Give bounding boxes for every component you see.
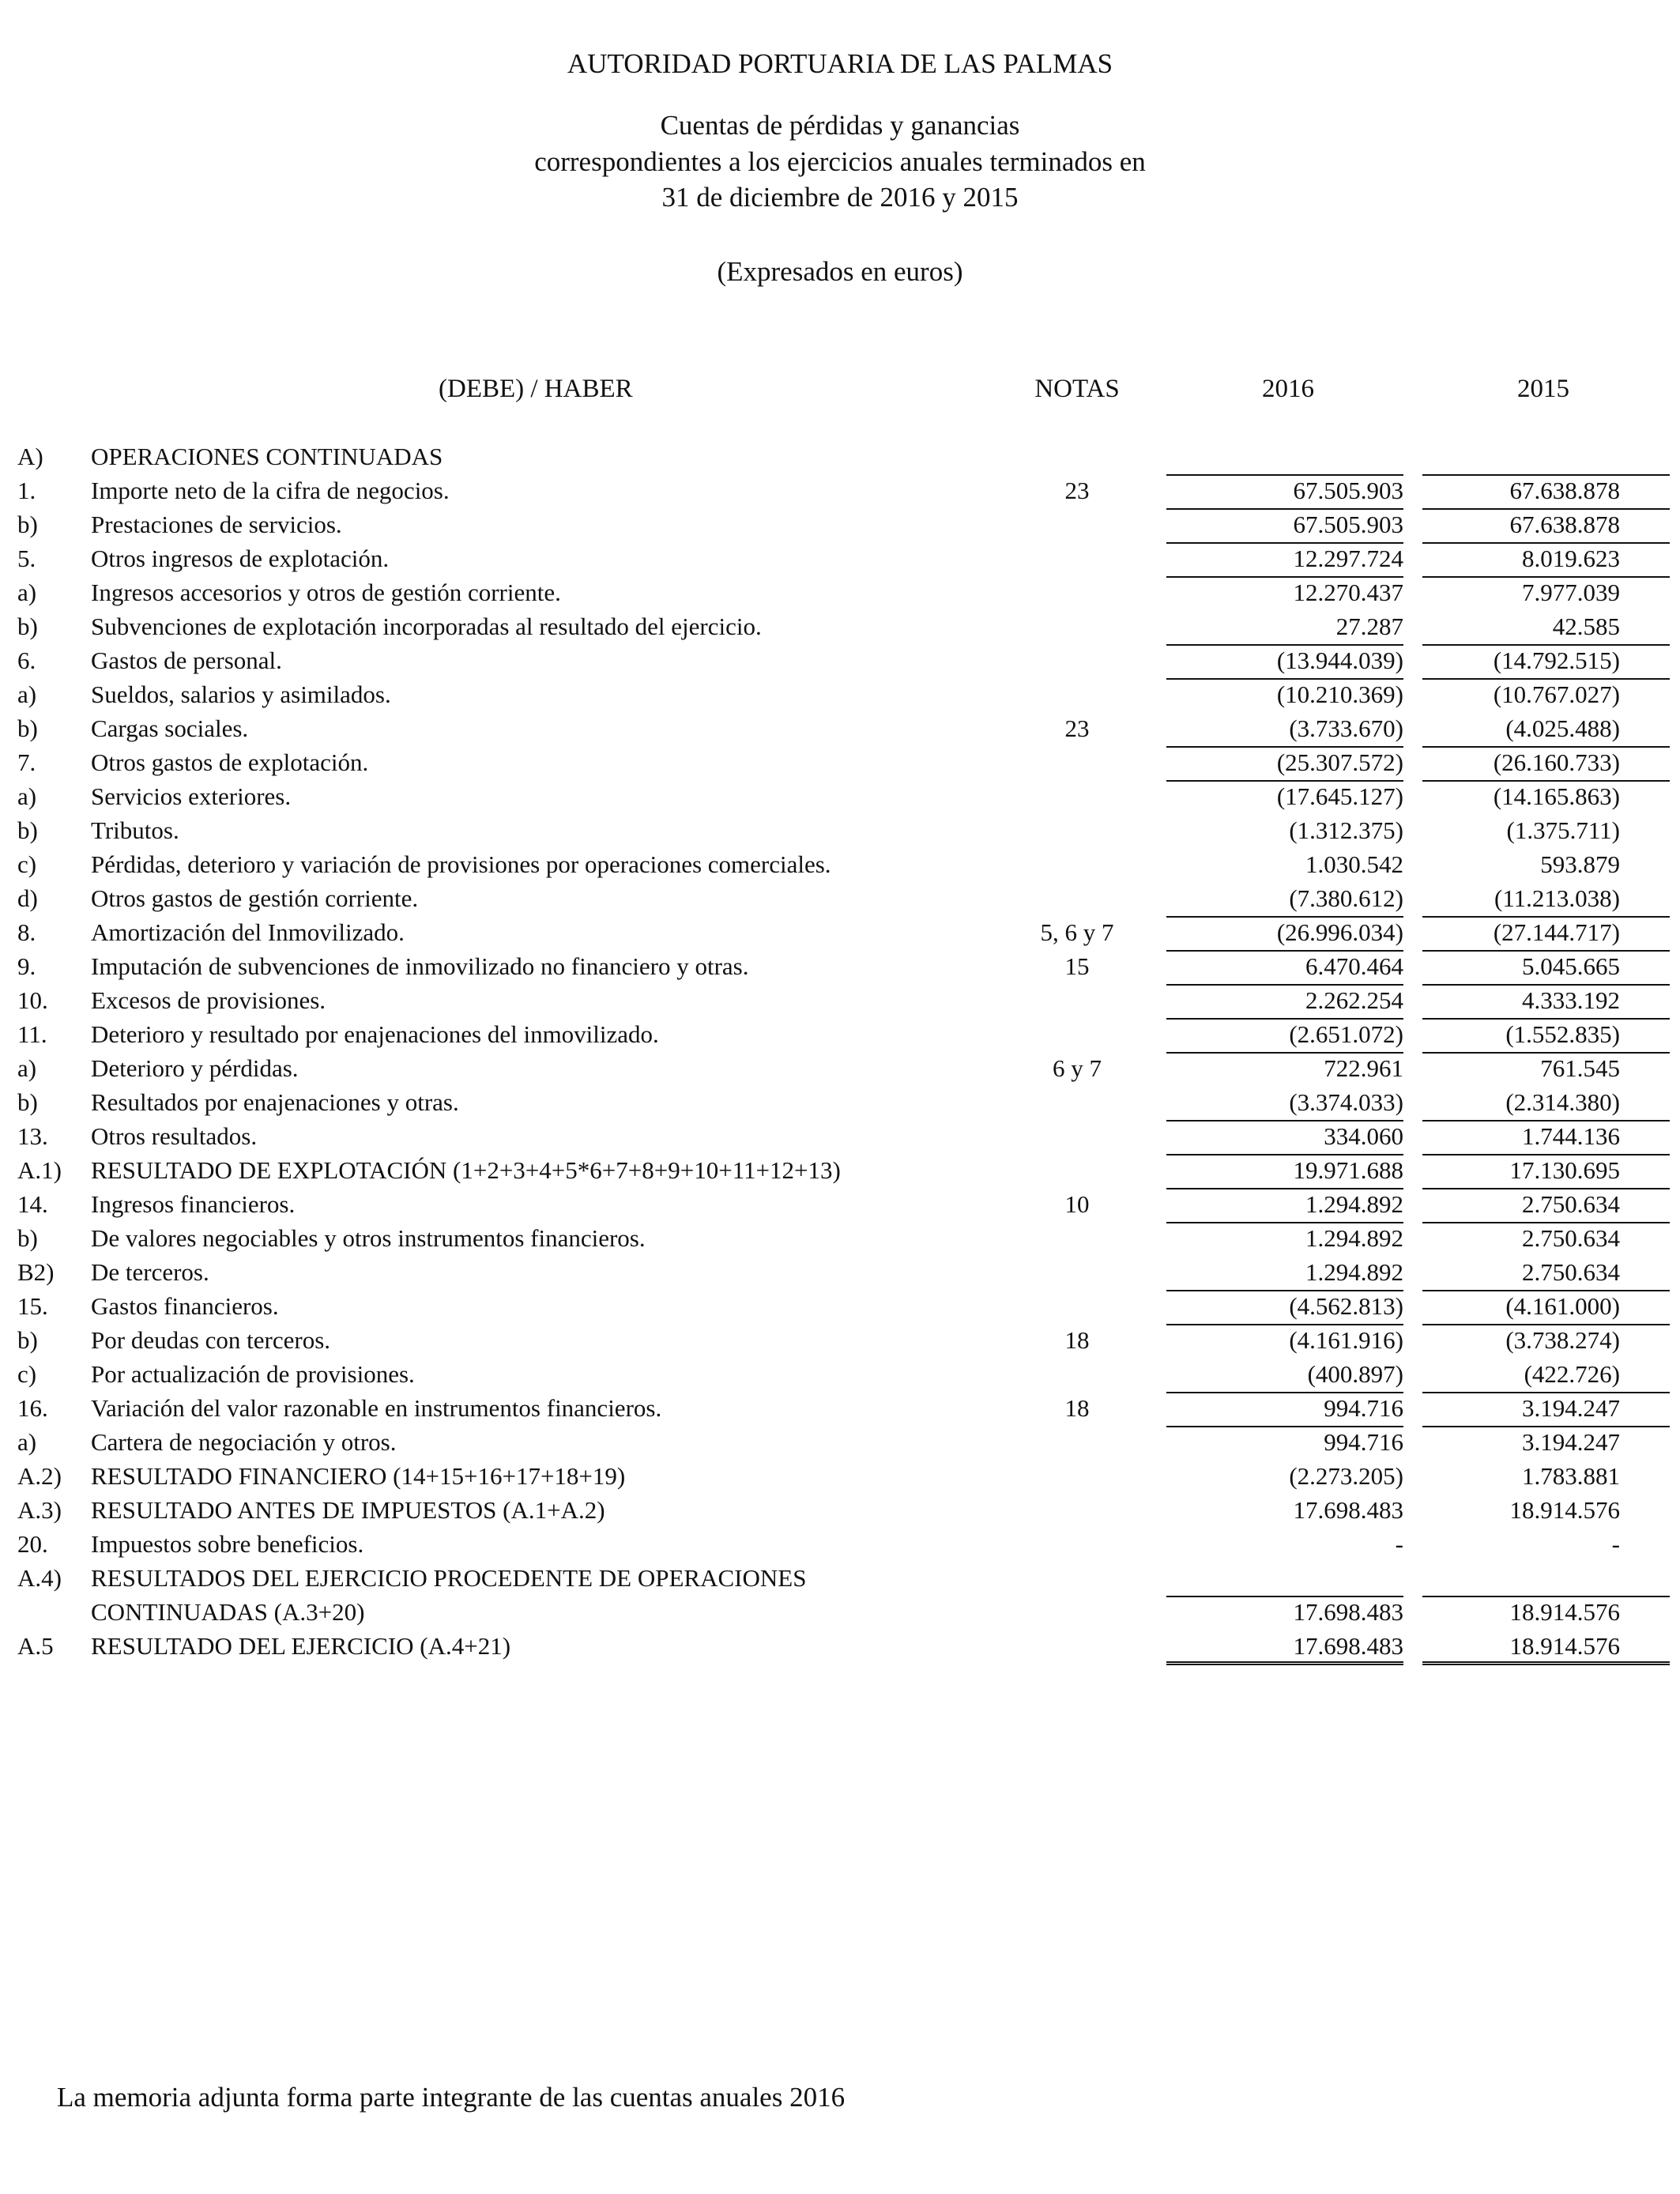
- table-row: [0, 609, 1680, 643]
- table-row: [0, 439, 1680, 473]
- table-row: [0, 473, 1680, 507]
- subtotal-rule: [1166, 1426, 1403, 1427]
- table-row: [0, 1323, 1680, 1357]
- subtotal-rule: [1422, 542, 1670, 544]
- table-row: [0, 745, 1680, 779]
- row-description: RESULTADOS DEL EJERCICIO PROCEDENTE DE OPERACIONES CONTINUADAS (A.3+20): [91, 1564, 807, 1626]
- value-2015: -: [1611, 1530, 1620, 1558]
- row-description: Imputación de subvenciones de inmovilizado no financiero y otras.: [91, 952, 749, 980]
- table-row: [0, 1357, 1680, 1391]
- table-row: [0, 1629, 1680, 1663]
- value-2015: (10.767.027): [1493, 680, 1620, 708]
- row-description: Gastos financieros.: [91, 1292, 279, 1320]
- table-row: [0, 1493, 1680, 1527]
- subtotal-rule: [1422, 950, 1670, 952]
- row-code: b): [17, 714, 38, 742]
- table-row: [0, 711, 1680, 745]
- row-description: Deterioro y resultado por enajenaciones del inmovilizado.: [91, 1020, 659, 1048]
- table-row: [0, 1527, 1680, 1561]
- row-code: a): [17, 680, 37, 708]
- value-2015: 593.879: [1540, 850, 1620, 878]
- row-code: 16.: [17, 1394, 48, 1422]
- value-2015: 761.545: [1540, 1054, 1620, 1082]
- table-row: [0, 779, 1680, 813]
- value-2015: (1.552.835): [1505, 1020, 1620, 1048]
- subtotal-rule: [1166, 542, 1403, 544]
- table-row: [0, 983, 1680, 1017]
- subtotal-rule: [1166, 474, 1403, 476]
- row-code: c): [17, 1360, 37, 1388]
- value-2016: 12.297.724: [1293, 545, 1403, 572]
- value-2016: 1.294.892: [1305, 1224, 1403, 1252]
- value-2015: (14.792.515): [1493, 647, 1620, 674]
- row-code: A): [17, 443, 43, 470]
- row-note: 23: [1064, 477, 1090, 504]
- value-2015: 5.045.665: [1522, 952, 1620, 980]
- row-code: a): [17, 1428, 37, 1456]
- table-row: [0, 1153, 1680, 1187]
- row-code: A.2): [17, 1462, 62, 1490]
- row-code: a): [17, 782, 37, 810]
- subtotal-rule: [1422, 678, 1670, 680]
- subtotal-rule: [1166, 780, 1403, 782]
- total-double-rule: [1422, 1661, 1670, 1665]
- company-name: AUTORIDAD PORTUARIA DE LAS PALMAS: [567, 48, 1113, 79]
- value-2015: (2.314.380): [1505, 1088, 1620, 1116]
- table-row: [0, 847, 1680, 881]
- value-2015: (11.213.038): [1494, 884, 1620, 912]
- value-2016: (17.645.127): [1276, 782, 1403, 810]
- value-2016: (3.733.670): [1289, 714, 1403, 742]
- row-code: a): [17, 579, 37, 606]
- value-2015: 18.914.576: [1509, 1632, 1620, 1660]
- row-code: 7.: [17, 748, 36, 776]
- value-2016: (7.380.612): [1289, 884, 1403, 912]
- subtotal-rule: [1422, 1324, 1670, 1325]
- footer-note: La memoria adjunta forma parte integrante de las cuentas anuales 2016: [57, 2082, 846, 2113]
- value-2016: 17.698.483: [1293, 1598, 1403, 1626]
- value-2016: (3.374.033): [1289, 1088, 1403, 1116]
- subtotal-rule: [1166, 1018, 1403, 1020]
- value-2015: 42.585: [1552, 613, 1620, 640]
- value-2016: (2.651.072): [1289, 1020, 1403, 1048]
- row-description: RESULTADO DE EXPLOTACIÓN (1+2+3+4+5*6+7+8+9+10+11+12+13): [91, 1156, 841, 1184]
- value-2015: 17.130.695: [1509, 1156, 1620, 1184]
- row-description: Otros gastos de explotación.: [91, 748, 369, 776]
- subtotal-rule: [1422, 1392, 1670, 1393]
- row-code: c): [17, 850, 37, 878]
- subtotal-rule: [1166, 984, 1403, 986]
- value-2015: 67.638.878: [1509, 511, 1620, 538]
- row-code: B2): [17, 1258, 55, 1286]
- row-code: 14.: [17, 1190, 48, 1218]
- row-code: 15.: [17, 1292, 48, 1320]
- table-row: [0, 949, 1680, 983]
- row-code: A.5: [17, 1632, 54, 1660]
- row-code: b): [17, 1326, 38, 1354]
- subtotal-rule: [1166, 678, 1403, 680]
- row-code: b): [17, 1088, 38, 1116]
- table-row: [0, 881, 1680, 915]
- value-2015: (422.726): [1524, 1360, 1620, 1388]
- row-description: OPERACIONES CONTINUADAS: [91, 443, 443, 470]
- row-code: A.4): [17, 1564, 62, 1592]
- table-row: [0, 1391, 1680, 1425]
- value-2015: 3.194.247: [1522, 1394, 1620, 1422]
- value-2016: 994.716: [1324, 1428, 1403, 1456]
- subtotal-rule: [1166, 916, 1403, 918]
- value-2016: 67.505.903: [1293, 511, 1403, 538]
- value-2015: 18.914.576: [1509, 1598, 1620, 1626]
- subtotal-rule: [1166, 746, 1403, 748]
- row-note: 18: [1064, 1326, 1090, 1354]
- row-description: Subvenciones de explotación incorporadas al resultado del ejercicio.: [91, 613, 762, 640]
- statement-period: 31 de diciembre de 2016 y 2015: [661, 182, 1019, 213]
- value-2016: (25.307.572): [1276, 748, 1403, 776]
- row-description: Ingresos accesorios y otros de gestión corriente.: [91, 579, 561, 606]
- subtotal-rule: [1422, 1052, 1670, 1054]
- value-2016: 2.262.254: [1305, 986, 1403, 1014]
- column-header-2016: 2016: [1262, 375, 1314, 403]
- row-description: Cartera de negociación y otros.: [91, 1428, 397, 1456]
- value-2015: (26.160.733): [1493, 748, 1620, 776]
- subtotal-rule: [1166, 1052, 1403, 1054]
- subtotal-rule: [1166, 1392, 1403, 1393]
- value-2015: 8.019.623: [1522, 545, 1620, 572]
- row-code: b): [17, 816, 38, 844]
- value-2016: (26.996.034): [1276, 918, 1403, 946]
- value-2016: 1.030.542: [1305, 850, 1403, 878]
- value-2015: 2.750.634: [1522, 1224, 1620, 1252]
- table-row: [0, 1119, 1680, 1153]
- subtotal-rule: [1422, 916, 1670, 918]
- table-row: [0, 1255, 1680, 1289]
- column-header-label: (DEBE) / HABER: [439, 375, 633, 403]
- subtotal-rule: [1422, 508, 1670, 510]
- row-description: Amortización del Inmovilizado.: [91, 918, 405, 946]
- row-note: 5, 6 y 7: [1040, 918, 1114, 946]
- row-code: 8.: [17, 918, 36, 946]
- subtotal-rule: [1166, 1188, 1403, 1189]
- subtotal-rule: [1422, 1188, 1670, 1189]
- total-double-rule: [1166, 1661, 1403, 1665]
- value-2016: (1.312.375): [1289, 816, 1403, 844]
- subtotal-rule: [1166, 1324, 1403, 1325]
- subtotal-rule: [1422, 644, 1670, 646]
- table-row: [0, 541, 1680, 575]
- currency-note: (Expresados en euros): [717, 256, 963, 287]
- table-row: [0, 813, 1680, 847]
- subtotal-rule: [1422, 780, 1670, 782]
- row-description: Servicios exteriores.: [91, 782, 292, 810]
- row-note: 23: [1064, 714, 1090, 742]
- row-code: 20.: [17, 1530, 48, 1558]
- value-2016: -: [1395, 1530, 1403, 1558]
- value-2015: (27.144.717): [1493, 918, 1620, 946]
- row-description: Pérdidas, deterioro y variación de provisiones por operaciones comerciales.: [91, 850, 831, 878]
- table-row: [0, 1561, 1680, 1629]
- table-row: [0, 1425, 1680, 1459]
- subtotal-rule: [1422, 1120, 1670, 1122]
- subtotal-rule: [1422, 576, 1670, 578]
- statement-title: Cuentas de pérdidas y ganancias: [660, 110, 1020, 141]
- column-header-2015: 2015: [1517, 375, 1569, 403]
- row-description: Otros gastos de gestión corriente.: [91, 884, 419, 912]
- value-2016: (13.944.039): [1276, 647, 1403, 674]
- row-note: 18: [1064, 1394, 1090, 1422]
- value-2015: (4.161.000): [1505, 1292, 1620, 1320]
- subtotal-rule: [1166, 1120, 1403, 1122]
- row-code: d): [17, 884, 38, 912]
- value-2016: (2.273.205): [1289, 1462, 1403, 1490]
- row-code: A.1): [17, 1156, 62, 1184]
- row-description: Tributos.: [91, 816, 179, 844]
- column-header-notes: NOTAS: [1034, 375, 1120, 403]
- row-description: Impuestos sobre beneficios.: [91, 1530, 364, 1558]
- value-2016: 17.698.483: [1293, 1496, 1403, 1524]
- subtotal-rule: [1166, 576, 1403, 578]
- table-row: [0, 575, 1680, 609]
- row-code: 13.: [17, 1122, 48, 1150]
- value-2016: 19.971.688: [1293, 1156, 1403, 1184]
- row-code: b): [17, 1224, 38, 1252]
- subtotal-rule: [1422, 1018, 1670, 1020]
- row-code: 6.: [17, 647, 36, 674]
- subtotal-rule: [1422, 746, 1670, 748]
- value-2016: 334.060: [1324, 1122, 1403, 1150]
- table-row: [0, 1221, 1680, 1255]
- row-description: Ingresos financieros.: [91, 1190, 296, 1218]
- table-row: [0, 507, 1680, 541]
- row-description: Por deudas con terceros.: [91, 1326, 331, 1354]
- value-2015: 67.638.878: [1509, 477, 1620, 504]
- row-code: 11.: [17, 1020, 47, 1048]
- row-code: 1.: [17, 477, 36, 504]
- table-row: [0, 677, 1680, 711]
- value-2015: 18.914.576: [1509, 1496, 1620, 1524]
- value-2015: 3.194.247: [1522, 1428, 1620, 1456]
- row-description: Gastos de personal.: [91, 647, 282, 674]
- value-2016: (400.897): [1307, 1360, 1403, 1388]
- subtotal-rule: [1422, 1290, 1670, 1291]
- table-row: [0, 1085, 1680, 1119]
- value-2016: 1.294.892: [1305, 1258, 1403, 1286]
- row-description: Otros resultados.: [91, 1122, 258, 1150]
- subtotal-rule: [1166, 1154, 1403, 1155]
- value-2015: 7.977.039: [1522, 579, 1620, 606]
- subtotal-rule: [1166, 1290, 1403, 1291]
- subtotal-rule: [1422, 474, 1670, 476]
- row-note: 15: [1064, 952, 1090, 980]
- row-description: Cargas sociales.: [91, 714, 249, 742]
- row-code: A.3): [17, 1496, 62, 1524]
- row-description: RESULTADO ANTES DE IMPUESTOS (A.1+A.2): [91, 1496, 605, 1524]
- row-note: 10: [1064, 1190, 1090, 1218]
- subtotal-rule: [1166, 1596, 1403, 1597]
- value-2016: 12.270.437: [1293, 579, 1403, 606]
- subtotal-rule: [1166, 644, 1403, 646]
- table-row: [0, 1051, 1680, 1085]
- row-code: 10.: [17, 986, 48, 1014]
- value-2015: (4.025.488): [1505, 714, 1620, 742]
- value-2015: 1.744.136: [1522, 1122, 1620, 1150]
- value-2016: 67.505.903: [1293, 477, 1403, 504]
- value-2015: (14.165.863): [1493, 782, 1620, 810]
- row-description: Importe neto de la cifra de negocios.: [91, 477, 450, 504]
- row-note: 6 y 7: [1053, 1054, 1102, 1082]
- subtotal-rule: [1166, 508, 1403, 510]
- value-2016: 1.294.892: [1305, 1190, 1403, 1218]
- value-2016: (10.210.369): [1276, 680, 1403, 708]
- row-description: Deterioro y pérdidas.: [91, 1054, 299, 1082]
- row-code: b): [17, 511, 38, 538]
- row-description: Variación del valor razonable en instrumentos financieros.: [91, 1394, 662, 1422]
- row-description: Excesos de provisiones.: [91, 986, 326, 1014]
- row-description: Resultados por enajenaciones y otras.: [91, 1088, 459, 1116]
- value-2015: 2.750.634: [1522, 1190, 1620, 1218]
- value-2016: 6.470.464: [1305, 952, 1403, 980]
- subtotal-rule: [1422, 1426, 1670, 1427]
- statement-subtitle: correspondientes a los ejercicios anuales terminados en: [534, 146, 1146, 177]
- value-2016: 994.716: [1324, 1394, 1403, 1422]
- subtotal-rule: [1422, 1222, 1670, 1223]
- value-2016: (4.562.813): [1289, 1292, 1403, 1320]
- row-code: 9.: [17, 952, 36, 980]
- subtotal-rule: [1166, 1222, 1403, 1223]
- value-2015: (1.375.711): [1506, 816, 1620, 844]
- subtotal-rule: [1422, 984, 1670, 986]
- subtotal-rule: [1166, 950, 1403, 952]
- row-description: RESULTADO DEL EJERCICIO (A.4+21): [91, 1632, 511, 1660]
- row-description: De terceros.: [91, 1258, 209, 1286]
- subtotal-rule: [1422, 1596, 1670, 1597]
- value-2015: 1.783.881: [1522, 1462, 1620, 1490]
- row-description: Sueldos, salarios y asimilados.: [91, 680, 391, 708]
- table-row: [0, 643, 1680, 677]
- value-2015: 4.333.192: [1522, 986, 1620, 1014]
- value-2016: 27.287: [1335, 613, 1403, 640]
- value-2016: 722.961: [1324, 1054, 1403, 1082]
- row-code: 5.: [17, 545, 36, 572]
- subtotal-rule: [1422, 1154, 1670, 1155]
- value-2015: (3.738.274): [1505, 1326, 1620, 1354]
- table-row: [0, 1187, 1680, 1221]
- row-code: b): [17, 613, 38, 640]
- row-description: Otros ingresos de explotación.: [91, 545, 390, 572]
- table-row: [0, 1017, 1680, 1051]
- row-description: Prestaciones de servicios.: [91, 511, 342, 538]
- table-row: [0, 1289, 1680, 1323]
- value-2016: (4.161.916): [1289, 1326, 1403, 1354]
- table-row: [0, 1459, 1680, 1493]
- table-row: [0, 915, 1680, 949]
- row-description: Por actualización de provisiones.: [91, 1360, 415, 1388]
- row-description: RESULTADO FINANCIERO (14+15+16+17+18+19): [91, 1462, 626, 1490]
- row-description: De valores negociables y otros instrumentos financieros.: [91, 1224, 646, 1252]
- value-2016: 17.698.483: [1293, 1632, 1403, 1660]
- value-2015: 2.750.634: [1522, 1258, 1620, 1286]
- row-code: a): [17, 1054, 37, 1082]
